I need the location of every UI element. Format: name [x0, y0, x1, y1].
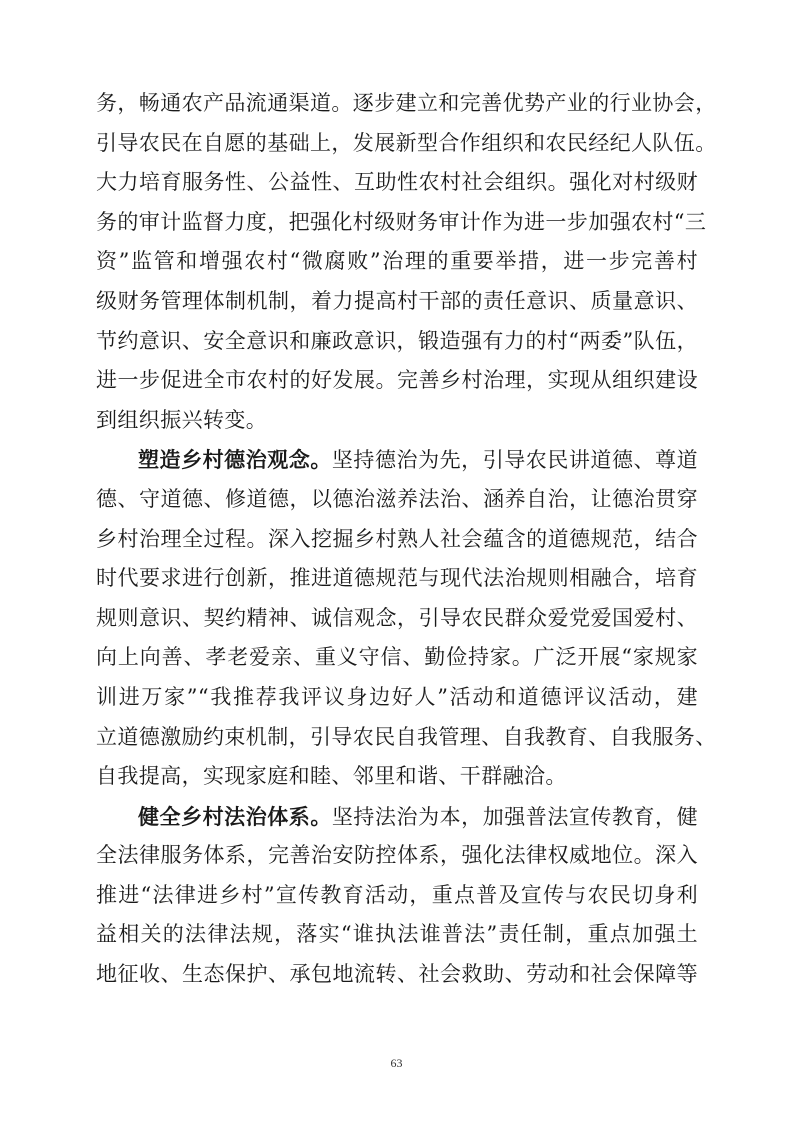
- paragraph-line: 训进万家”“我推荐我评议身边好人”活动和道德评议活动，建: [96, 684, 698, 709]
- paragraph-text: 坚持法治为本，加强普法宣传教育，健: [331, 804, 698, 829]
- paragraph-line: 节约意识、安全意识和廉政意识，锻造强有力的村“两委”队伍，: [96, 328, 698, 353]
- paragraph-line: 进一步促进全市农村的好发展。完善乡村治理，实现从组织建设: [96, 368, 698, 393]
- paragraph-first-line: [96, 797, 698, 837]
- section-heading-moral: 塑造乡村德治观念。: [138, 447, 332, 473]
- page-number: 63: [390, 1056, 403, 1070]
- paragraph-line: 引导农民在自愿的基础上，发展新型合作组织和农民经纪人队伍。: [96, 130, 717, 155]
- paragraph-first-line: [96, 440, 698, 480]
- paragraph-line: 到组织振兴转变。: [96, 407, 268, 432]
- paragraph-line: 全法律服务体系，完善治安防控体系，强化法律权威地位。深入: [96, 843, 698, 868]
- paragraph-line: 德、守道德、修道德，以德治滋养法治、涵养自治，让德治贯穿: [96, 486, 698, 511]
- paragraph-line: 务的审计监督力度，把强化村级财务审计作为进一步加强农村“三: [96, 209, 707, 234]
- paragraph-line: 推进“法律进乡村”宣传教育活动，重点普及宣传与农民切身利: [96, 882, 698, 907]
- paragraph-line: 大力培育服务性、公益性、互助性农村社会组织。强化对村级财: [96, 170, 698, 195]
- body-text: [96, 84, 717, 995]
- paragraph-line: 级财务管理体制机制，着力提高村干部的责任意识、质量意识、: [96, 288, 698, 313]
- paragraph-line: 立道德激励约束机制，引导农民自我管理、自我教育、自我服务、: [96, 724, 717, 749]
- paragraph-line: 益相关的法律法规，落实“谁执法谁普法”责任制，重点加强土: [96, 922, 698, 947]
- paragraph-line: 地征收、生态保护、承包地流转、社会救助、劳动和社会保障等: [96, 962, 698, 987]
- paragraph-line: 资”监管和增强农村“微腐败”治理的重要举措，进一步完善村: [96, 249, 698, 274]
- paragraph-line: 自我提高，实现家庭和睦、邻里和谐、干群融洽。: [96, 764, 567, 789]
- paragraph-line: 务，畅通农产品流通渠道。逐步建立和完善优势产业的行业协会，: [96, 91, 717, 115]
- paragraph-text: 坚持德治为先，引导农民讲道德、尊道: [331, 448, 698, 473]
- paragraph-line: 乡村治理全过程。深入挖掘乡村熟人社会蕴含的道德规范，结合: [96, 526, 698, 551]
- paragraph-line: 向上向善、孝老爱亲、重义守信、勤俭持家。广泛开展“家规家: [96, 645, 698, 670]
- paragraph-line: 规则意识、契约精神、诚信观念，引导农民群众爱党爱国爱村、: [96, 605, 698, 630]
- paragraph-line: 时代要求进行创新，推进道德规范与现代法治规则相融合，培育: [96, 566, 698, 591]
- section-heading-law: 健全乡村法治体系。: [138, 803, 332, 829]
